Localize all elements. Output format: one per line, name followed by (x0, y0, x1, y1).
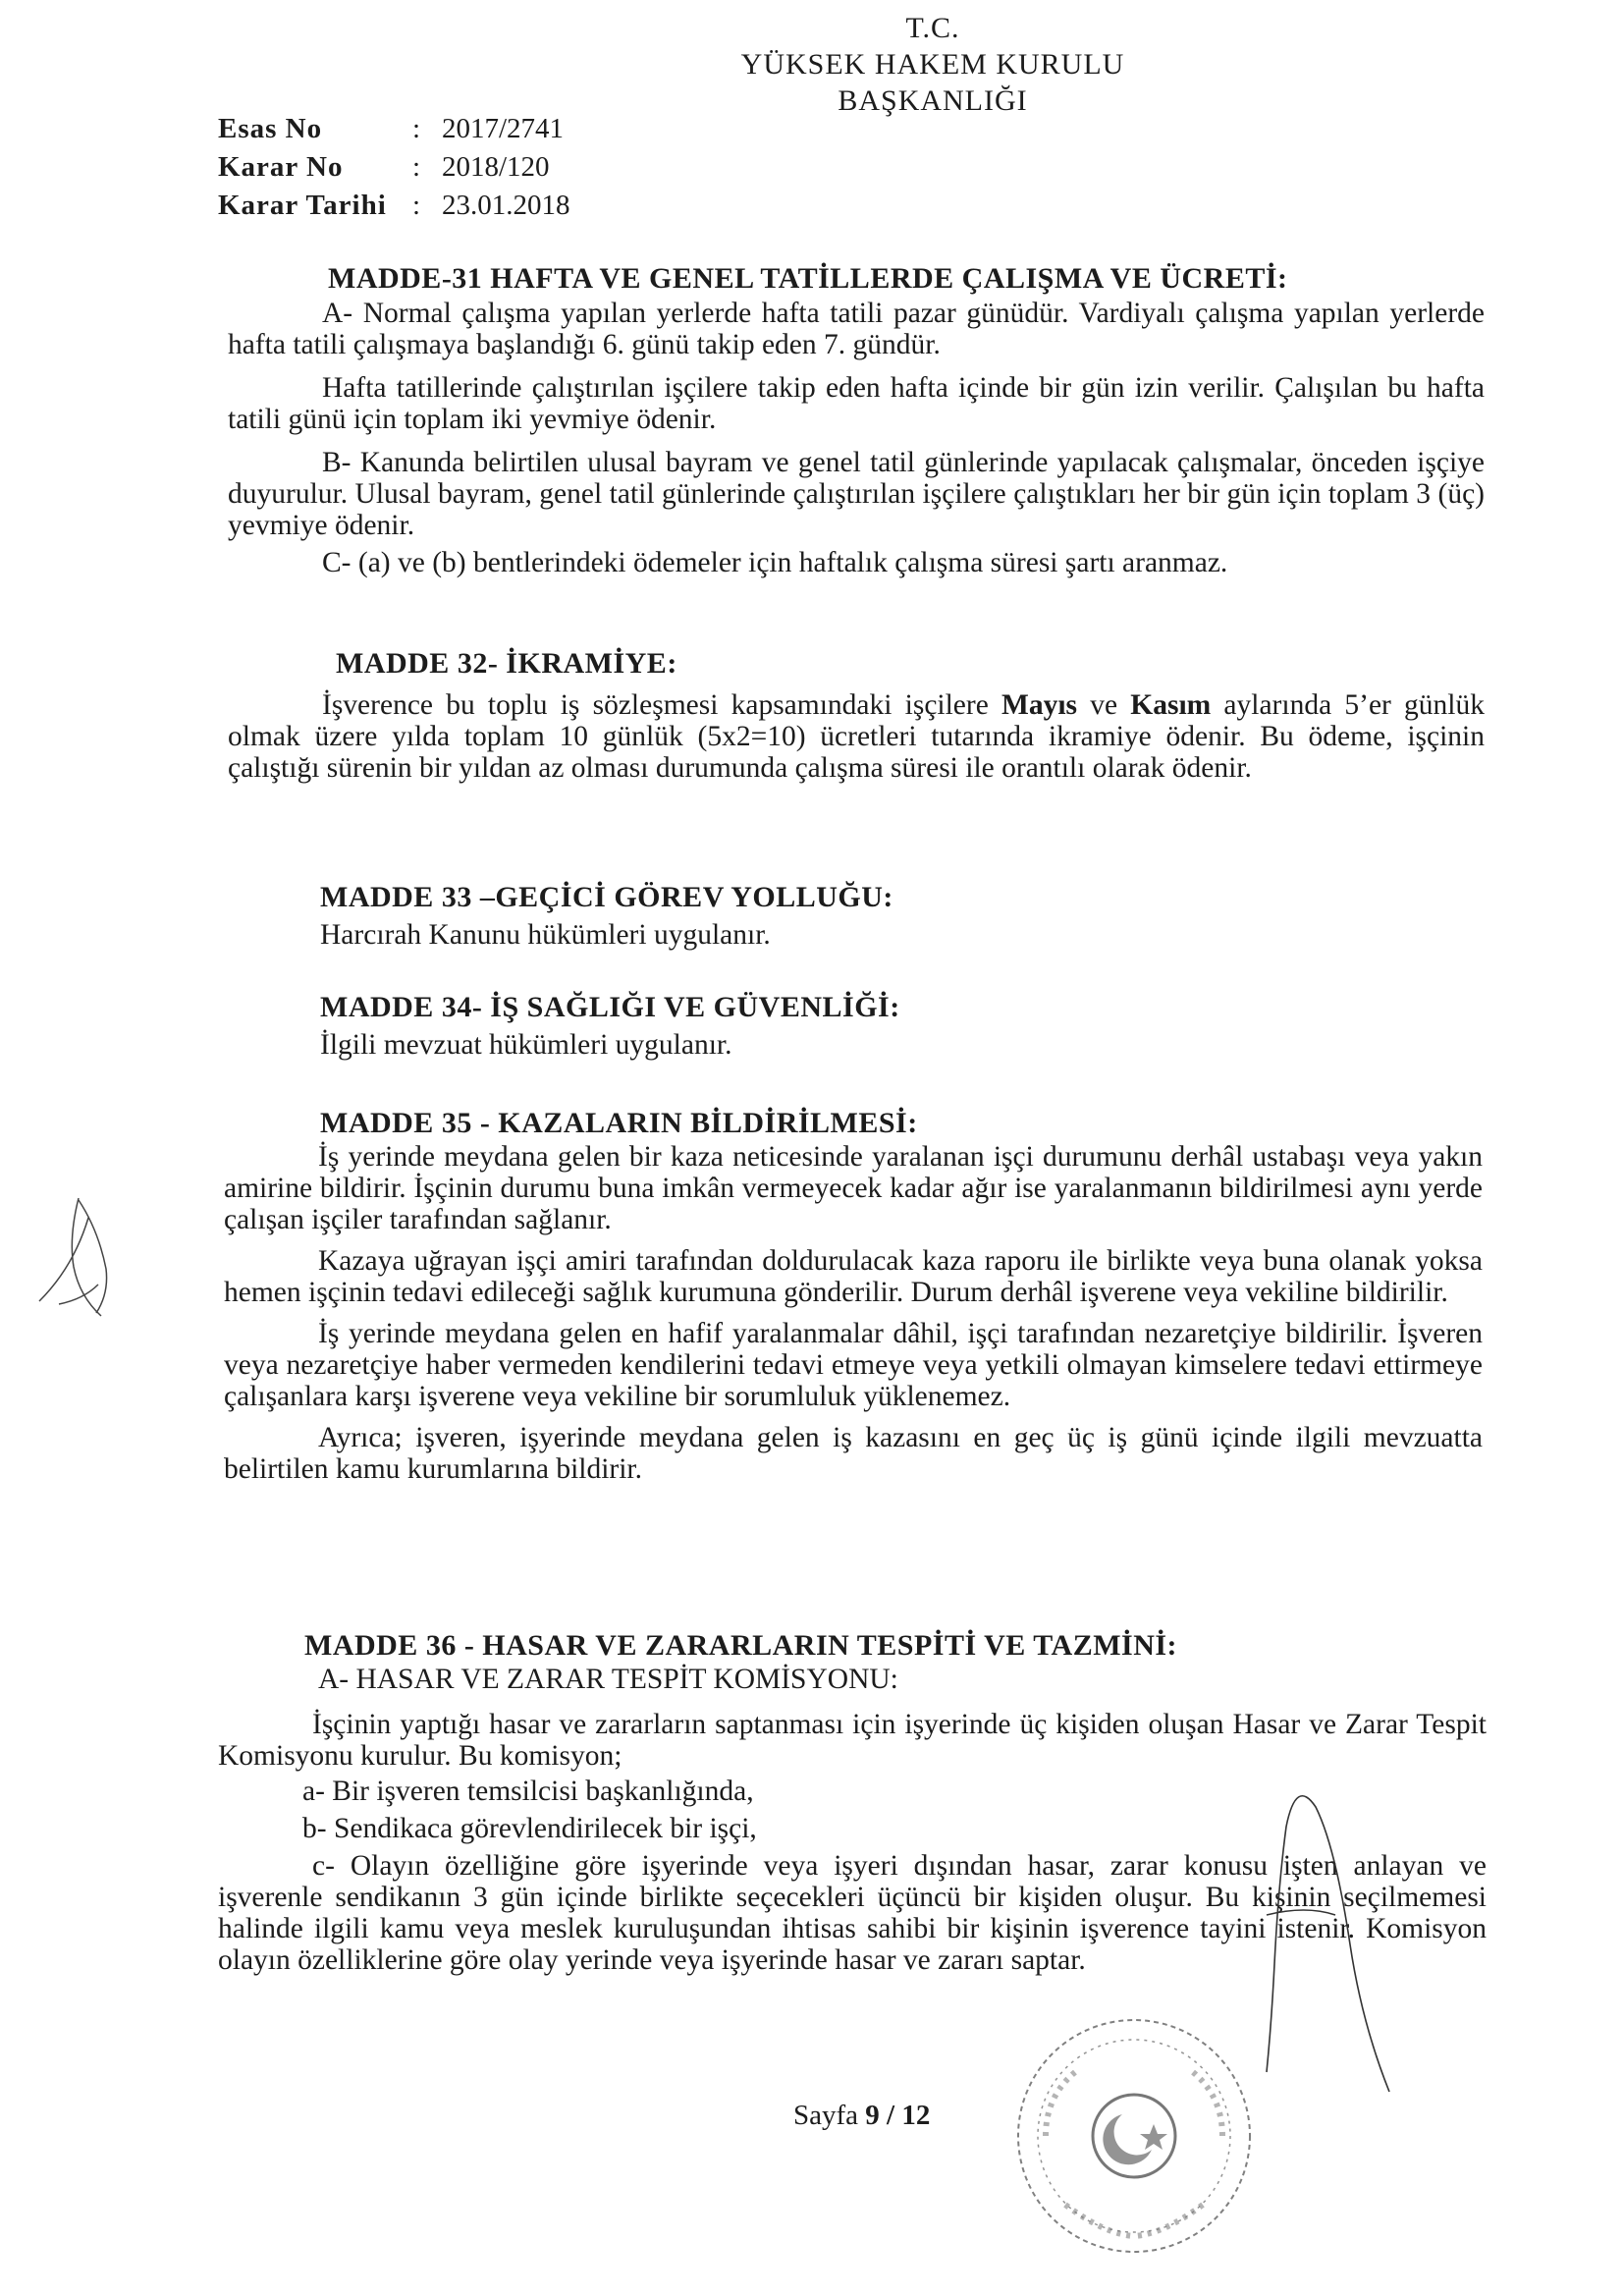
header-institution: YÜKSEK HAKEM KURULU (740, 48, 1125, 81)
article-title: MADDE 32- İKRAMİYE: (336, 647, 677, 680)
article-title: MADDE 33 –GEÇİCİ GÖREV YOLLUĞU: (320, 881, 893, 913)
article-31 (328, 263, 1487, 295)
official-stamp-icon (1006, 2008, 1262, 2264)
meta-label: Karar Tarihi (218, 190, 387, 221)
meta-value: 23.01.2018 (442, 190, 570, 221)
meta-row: Karar No : 2018/120 (218, 148, 570, 187)
paragraph: Hafta tatillerinde çalıştırılan işçilere takip eden hafta içinde bir gün izin verilir. Çalışılan bu hafta tatili günü için toplam iki yevmiye ödenir. (228, 372, 1485, 435)
meta-value: 2017/2741 (442, 113, 565, 144)
article-title: MADDE 34- İŞ SAĞLIĞI VE GÜVENLİĞİ: (320, 991, 900, 1023)
meta-row: Karar Tarihi : 23.01.2018 (218, 187, 570, 225)
article-title: MADDE 36 - HASAR VE ZARARLARIN TESPİTİ VE TAZMİNİ: (304, 1629, 1178, 1662)
section-subtitle: A- HASAR VE ZARAR TESPİT KOMİSYONU: (318, 1664, 898, 1695)
paragraph: C- (a) ve (b) bentlerindeki ödemeler için haftalık çalışma süresi şartı aranmaz. (322, 547, 1228, 578)
institution-header (628, 10, 1237, 119)
meta-row: Esas No : 2017/2741 (218, 110, 570, 148)
article-35 (320, 1108, 1479, 1139)
list-item: b- Sendikaca görevlendirilecek bir işçi, (302, 1813, 757, 1844)
paragraph: B- Kanunda belirtilen ulusal bayram ve genel tatil günlerinde yapılacak çalışmalar, önceden işçiye duyurulur. Ulusal bayram, genel tatil günlerinde çalıştırılan işçilere çalıştıkları her bir gün için toplam 3 (üç) yevmiye ödenir. (228, 447, 1485, 541)
meta-value: 2018/120 (442, 151, 550, 183)
list-item: a- Bir işveren temsilcisi başkanlığında, (302, 1776, 754, 1807)
page-number: Sayfa 9 / 12 (793, 2100, 931, 2131)
signature-left-icon (29, 1188, 147, 1326)
header-tc: T.C. (905, 12, 960, 44)
paragraph: Harcırah Kanunu hükümleri uygulanır. (320, 919, 771, 951)
list-item: c- Olayın özelliğine göre işyerinde veya işyeri dışından hasar, zarar konusu işten anlayan ve işverenle sendikanın 3 gün içinde birlikte seçecekleri üçüncü bir kişiden oluşur. Bu kişinin seçilmemesi halinde ilgili kamu veya meslek kuruluşundan ihtisas sahibi bir kişinin işverence tayini istenir. Komisyon olayın özelliklerine göre olay yerinde veya işyerinde hasar ve zararı saptar. (218, 1850, 1487, 1976)
meta-label: Karar No (218, 151, 344, 183)
article-36 (304, 1630, 1483, 1695)
paragraph: İş yerinde meydana gelen en hafif yaralanmalar dâhil, işçi tarafından nezaretçiye bildirilir. İşveren veya nezaretçiye haber vermeden kendilerini tedavi etmeye veya yetkili olmayan kimselere tedavi ettirmeye çalışanlara karşı işverene veya vekiline bir sorumluluk yüklenemez. (224, 1318, 1483, 1412)
paragraph: A- Normal çalışma yapılan yerlerde hafta tatili pazar günüdür. Vardiyalı çalışma yapılan yerlerde hafta tatili çalışmaya başlandığı 6. günü takip eden 7. gündür. (228, 298, 1485, 360)
signature-right-icon (1247, 1768, 1414, 2121)
article-title: MADDE-31 HAFTA VE GENEL TATİLLERDE ÇALIŞMA VE ÜCRETİ: (328, 262, 1288, 295)
paragraph: İş yerinde meydana gelen bir kaza neticesinde yaralanan işçi durumunu derhâl ustabaşı veya yakın amirine bildirir. İşçinin durumu buna imkân vermeyecek kadar ağır ise yaralanmanın bildirilmesi aynı yerde çalışan işçiler tarafından sağlanır. (224, 1141, 1483, 1235)
article-33 (320, 882, 1479, 951)
meta-label: Esas No (218, 113, 323, 144)
paragraph: Kazaya uğrayan işçi amiri tarafından doldurulacak kaza raporu ile birlikte veya buna olanak yoksa hemen işçinin tedavi edileceği sağlık kurumuna gönderilir. Durum derhâl işverene veya vekiline bildirilir. (224, 1245, 1483, 1308)
paragraph: İlgili mevzuat hükümleri uygulanır. (320, 1029, 732, 1061)
case-metadata (218, 110, 570, 225)
article-32 (228, 648, 1485, 784)
article-35-body (224, 1141, 1483, 1485)
paragraph: İşçinin yaptığı hasar ve zararların saptanması için işyerinde üç kişiden oluşan Hasar ve Zarar Tespit Komisyonu kurulur. Bu komisyon; (218, 1709, 1487, 1772)
paragraph: Ayrıca; işveren, işyerinde meydana gelen iş kazasını en geç üç iş günü içinde ilgili mevzuatta belirtilen kamu kurumlarına bildirir. (224, 1422, 1483, 1485)
header-presidency: BAŞKANLIĞI (838, 84, 1028, 117)
article-31-body (228, 298, 1485, 578)
article-34 (320, 992, 1479, 1061)
paragraph: İşverence bu toplu iş sözleşmesi kapsamındaki işçilere Mayıs ve Kasım aylarında 5’er günlük olmak üzere yılda toplam 10 günlük (5x2=10) ücretleri tutarında ikramiye ödenir. Bu ödeme, işçinin çalıştığı sürenin bir yıldan az olması durumunda çalışma süresi ile orantılı olarak ödenir. (228, 689, 1485, 784)
article-title: MADDE 35 - KAZALARIN BİLDİRİLMESİ: (320, 1107, 918, 1139)
